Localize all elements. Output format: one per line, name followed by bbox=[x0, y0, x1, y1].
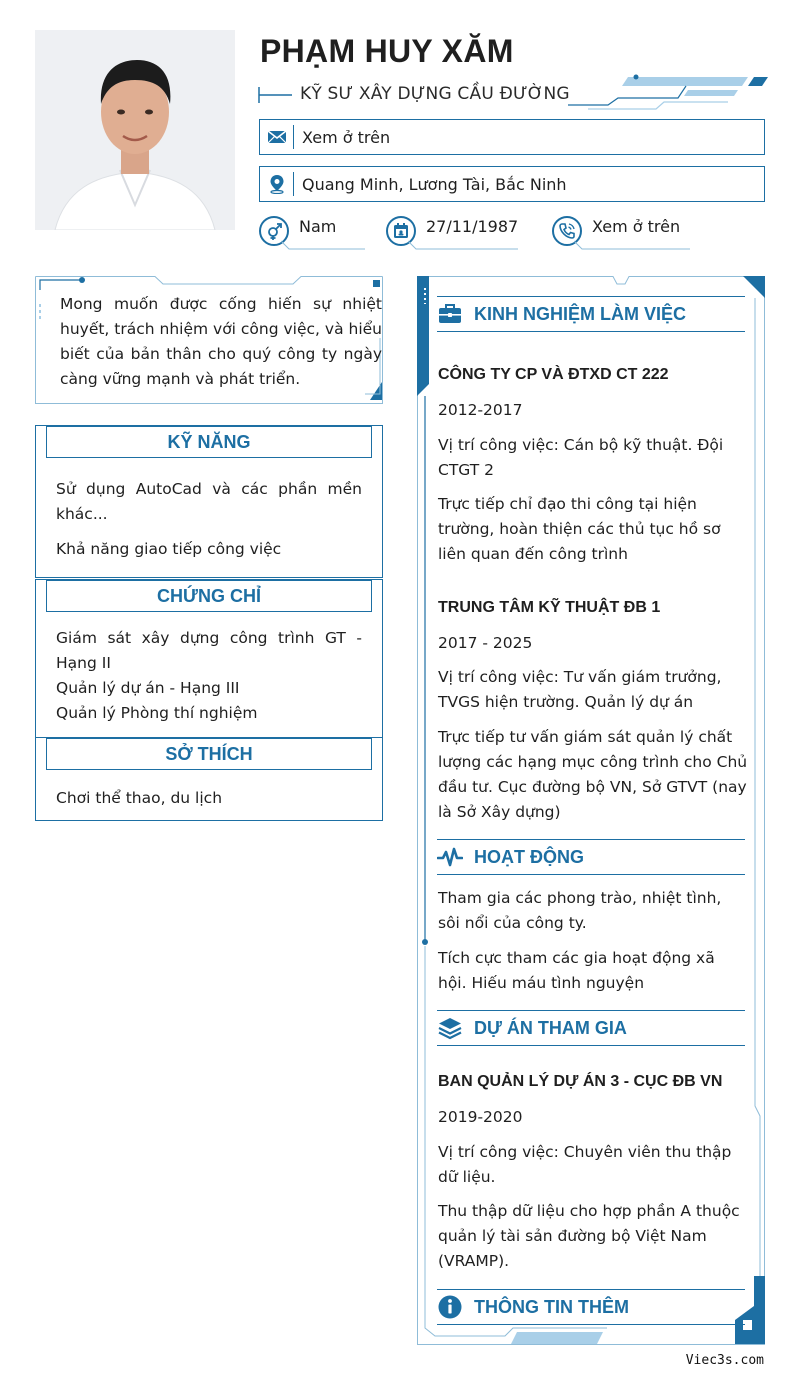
address-value: Quang Minh, Lương Tài, Bắc Ninh bbox=[302, 174, 567, 194]
gender-value: Nam bbox=[299, 216, 337, 236]
career-objective bbox=[35, 276, 383, 404]
job-title: KỸ SƯ XÂY DỰNG CẦU ĐƯỜNG bbox=[300, 84, 570, 104]
certificates-section bbox=[35, 579, 383, 738]
birthdate-value: 27/11/1987 bbox=[426, 216, 519, 236]
certificate-item: Quản lý Phòng thí nghiệm bbox=[56, 704, 258, 722]
project-description: Thu thập dữ liệu cho hợp phần A thuộc quản lý tài sản đường bộ Việt Nam (VRAMP). bbox=[438, 1202, 740, 1270]
layers-icon bbox=[437, 1015, 463, 1041]
birthdate-field bbox=[386, 210, 518, 252]
additional-info-header bbox=[437, 1289, 745, 1325]
job-position: Vị trí công việc: Tư vấn giám trưởng, TVGS hiện trường. Quản lý dự án bbox=[438, 668, 722, 711]
phone-value: Xem ở trên bbox=[592, 216, 681, 236]
skills-title: KỸ NĂNG bbox=[46, 426, 372, 458]
heartbeat-icon bbox=[437, 844, 463, 870]
candidate-name: PHẠM HUY XĂM bbox=[260, 33, 514, 69]
certificates-title: CHỨNG CHỈ bbox=[46, 580, 372, 612]
map-pin-icon bbox=[260, 172, 294, 196]
hobbies-title: SỞ THÍCH bbox=[46, 738, 372, 770]
email-field bbox=[259, 119, 765, 155]
job-period: 2012-2017 bbox=[438, 401, 523, 419]
project-name: BAN QUẢN LÝ DỰ ÁN 3 - CỤC ĐB VN bbox=[438, 1073, 723, 1090]
job-period: 2017 - 2025 bbox=[438, 634, 533, 652]
objective-text: Mong muốn được cống hiến sự nhiệt huyết, trách nhiệm với công việc, và hiểu biết của bản thân cho quý công ty ngày càng vững mạnh và phát triển. bbox=[60, 295, 382, 388]
project-position: Vị trí công việc: Chuyên viên thu thập dữ liệu. bbox=[438, 1143, 732, 1186]
project-period: 2019-2020 bbox=[438, 1108, 523, 1126]
gender-field bbox=[259, 210, 336, 252]
certificate-item: Quản lý dự án - Hạng III bbox=[56, 679, 240, 697]
activity-item: Tham gia các phong trào, nhiệt tình, sôi nổi của công ty. bbox=[438, 889, 722, 932]
envelope-icon bbox=[260, 125, 294, 149]
header-decoration bbox=[568, 72, 772, 114]
profile-photo bbox=[35, 30, 235, 230]
gender-underline bbox=[281, 240, 365, 250]
activities-header bbox=[437, 839, 745, 875]
job-company: CÔNG TY CP VÀ ĐTXD CT 222 bbox=[438, 366, 669, 383]
address-field bbox=[259, 166, 765, 202]
birthdate-underline bbox=[408, 240, 518, 250]
phone-underline bbox=[574, 240, 690, 250]
title-accent-line bbox=[258, 86, 292, 104]
certificate-item: Giám sát xây dựng công trình GT - Hạng II bbox=[56, 629, 362, 672]
skill-item: Sử dụng AutoCad và các phần mền khác... bbox=[56, 480, 362, 523]
experience-title: KINH NGHIỆM LÀM VIỆC bbox=[474, 303, 687, 324]
experience-header bbox=[437, 296, 745, 332]
projects-header bbox=[437, 1010, 745, 1046]
email-value: Xem ở trên bbox=[302, 127, 391, 147]
job-description: Trực tiếp tư vấn giám sát quản lý chất lượng các hạng mục công trình cho Chủ đầu tư. Cục đường bộ VN, Sở GTVT (nay là Sở Xây dựng) bbox=[438, 728, 748, 821]
additional-info-title: THÔNG TIN THÊM bbox=[474, 1296, 629, 1317]
hobbies-section bbox=[35, 737, 383, 821]
projects-title: DỰ ÁN THAM GIA bbox=[474, 1017, 627, 1038]
briefcase-icon bbox=[437, 301, 463, 327]
job-description: Trực tiếp chỉ đạo thi công tại hiện trường, hoàn thiện các thủ tục hồ sơ liên quan đến công trình bbox=[438, 495, 721, 563]
info-icon bbox=[437, 1294, 463, 1320]
phone-field bbox=[552, 210, 680, 252]
skill-item: Khả năng giao tiếp công việc bbox=[56, 540, 282, 558]
activity-item: Tích cực tham các gia hoạt động xã hội. Hiếu máu tình nguyện bbox=[438, 949, 715, 992]
hobby-item: Chơi thể thao, du lịch bbox=[56, 789, 223, 807]
avatar bbox=[35, 30, 235, 230]
watermark: Viec3s.com bbox=[685, 1353, 764, 1368]
activities-title: HOẠT ĐỘNG bbox=[474, 846, 584, 867]
skills-section bbox=[35, 425, 383, 578]
job-position: Vị trí công việc: Cán bộ kỹ thuật. Đội CTGT 2 bbox=[438, 436, 724, 479]
job-company: TRUNG TÂM KỸ THUẬT ĐB 1 bbox=[438, 599, 661, 616]
